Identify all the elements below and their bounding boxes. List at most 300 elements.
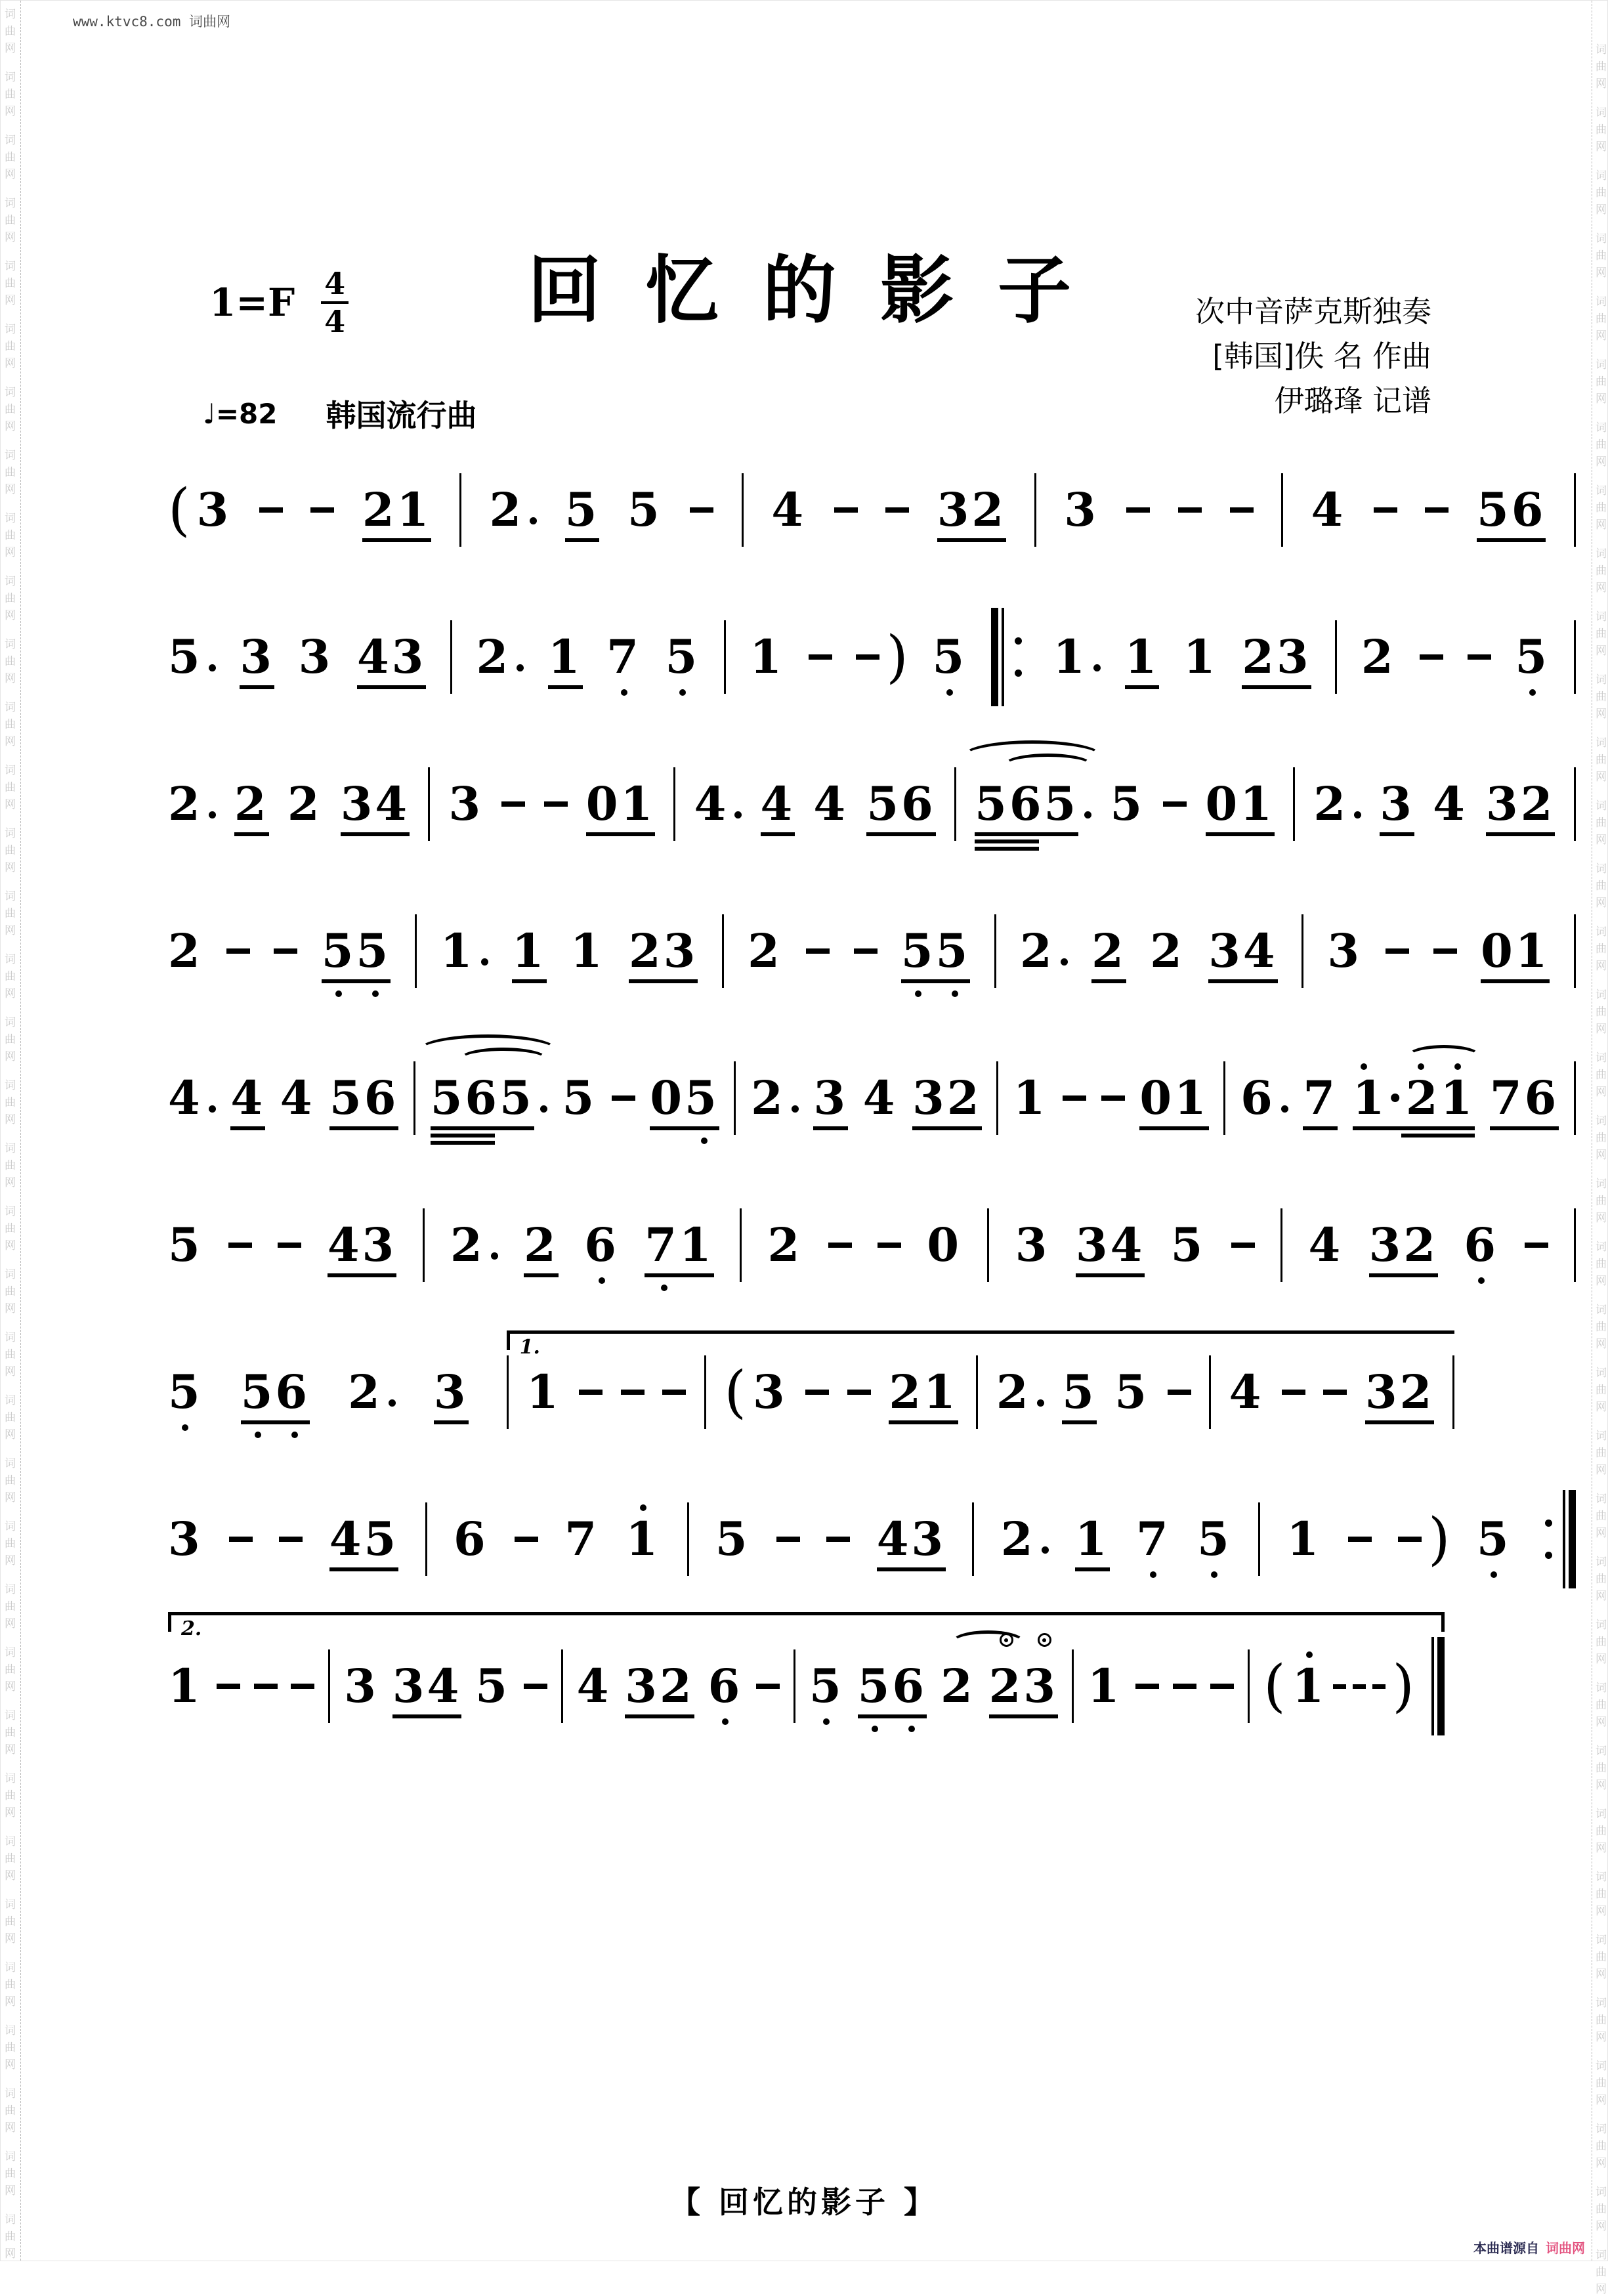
eighth-underline — [548, 685, 583, 689]
rhythm-dot — [1042, 1546, 1049, 1554]
note-digits: 3 — [448, 776, 484, 831]
note-digits: 3 — [1380, 776, 1414, 831]
note-digits: 2 — [450, 1218, 485, 1272]
low-octave-dot — [1529, 689, 1536, 696]
note-digits: 2 — [1361, 629, 1396, 684]
eighth-underline — [230, 1126, 265, 1130]
eighth-underline — [1076, 1273, 1145, 1277]
note-digits: 21 — [362, 482, 432, 537]
duration-dash — [828, 1243, 852, 1248]
watermark-char: 网 — [5, 1302, 16, 1315]
quarter-note-icon: ♩ — [203, 397, 216, 430]
watermark-char: 曲 — [1596, 943, 1607, 956]
watermark-char: 词 — [5, 71, 16, 84]
note-digits: 3 — [1015, 1218, 1050, 1272]
note-token — [168, 924, 203, 978]
watermark-char: 词 — [5, 827, 16, 840]
final-barline — [1428, 1637, 1445, 1735]
volta-bracket — [507, 1330, 1454, 1334]
note-token — [1486, 776, 1555, 831]
watermark-char: 曲 — [1596, 627, 1607, 641]
watermark-char: 曲 — [1596, 1636, 1607, 1649]
watermark-char: 曲 — [5, 1096, 16, 1109]
close-paren: ) — [886, 624, 908, 690]
fermata-icon — [1038, 1633, 1051, 1647]
watermark-char: 网 — [5, 987, 16, 1000]
note-token — [1313, 776, 1361, 831]
note-core — [927, 1218, 962, 1272]
watermark-char: 曲 — [1596, 2140, 1607, 2153]
note-token — [1053, 629, 1101, 684]
watermark-char: 曲 — [5, 88, 16, 101]
note-digits: 7 — [564, 1512, 600, 1566]
note-digits: 1 — [1074, 1512, 1110, 1566]
barline — [415, 914, 417, 988]
watermark-char: 曲 — [5, 718, 16, 731]
note-core — [753, 1365, 788, 1419]
note-core — [1486, 776, 1555, 831]
duration-dash — [621, 1390, 645, 1395]
watermark-char: 网 — [5, 483, 16, 496]
note-digits: 5 — [1062, 1365, 1097, 1419]
barline — [423, 1208, 425, 1282]
watermark-char: 词 — [1596, 1178, 1607, 1191]
note-core — [1489, 1071, 1559, 1125]
note-token — [1365, 1365, 1435, 1419]
watermark-char: 词 — [1596, 43, 1607, 56]
watermark-char: 网 — [1596, 77, 1607, 91]
note-core — [1303, 1071, 1338, 1125]
watermark-char: 网 — [5, 1491, 16, 1504]
watermark-char: 曲 — [5, 1411, 16, 1424]
note-token — [715, 1512, 750, 1566]
watermark-char: 曲 — [5, 1159, 16, 1172]
barline — [459, 473, 461, 547]
barline — [740, 1208, 742, 1282]
barline — [1452, 1355, 1454, 1429]
watermark-char: 网 — [5, 861, 16, 874]
note-digits: 5 — [1515, 629, 1550, 684]
low-octave-dot — [946, 689, 953, 696]
note-digits: 43 — [876, 1512, 946, 1566]
note-core — [751, 1071, 786, 1125]
note-core — [1053, 629, 1088, 684]
barline — [413, 1061, 415, 1135]
barline — [428, 767, 430, 841]
score-line — [168, 1336, 1454, 1438]
note-token — [585, 776, 656, 831]
repeat-dots — [1015, 637, 1022, 677]
note-digits: 5 — [1197, 1512, 1232, 1566]
watermark-char: 曲 — [1596, 375, 1607, 389]
note-digits: 05 — [650, 1071, 719, 1125]
watermark-char: 曲 — [5, 781, 16, 794]
note-digits: 2 — [748, 924, 782, 978]
note-token — [1327, 924, 1363, 978]
note-core — [547, 629, 583, 684]
duration-dash — [806, 948, 830, 954]
barline — [507, 1355, 509, 1429]
duration-dash — [1333, 1684, 1346, 1689]
note-digits: 32 — [1368, 1218, 1439, 1272]
barline — [1223, 1061, 1225, 1135]
note-core — [1313, 776, 1349, 831]
barline — [1293, 767, 1295, 841]
note-core — [440, 924, 475, 978]
note-core — [813, 776, 849, 831]
watermark-char: 词 — [1596, 1934, 1607, 1947]
barline — [1574, 473, 1576, 547]
barline — [1034, 473, 1036, 547]
watermark-char: 曲 — [5, 1222, 16, 1235]
note-digits: 3 — [813, 1071, 849, 1125]
note-token — [570, 924, 605, 978]
note-digits: 1 — [1286, 1512, 1322, 1566]
eighth-underline — [329, 1567, 398, 1571]
note-core — [168, 1365, 203, 1419]
note-digits: 01 — [1205, 776, 1275, 831]
note-token — [547, 629, 583, 684]
note-digits: 7 — [1303, 1071, 1338, 1125]
note-digits: 4 — [1229, 1365, 1264, 1419]
eighth-underline — [329, 1126, 398, 1130]
note-token — [168, 1512, 203, 1566]
time-signature-denominator: 4 — [324, 304, 346, 339]
barline — [994, 914, 996, 988]
watermark-char: 词 — [1596, 799, 1607, 813]
watermark-char: 曲 — [1596, 1321, 1607, 1334]
watermark-char: 词 — [1596, 1052, 1607, 1065]
rhythm-dot — [530, 517, 537, 524]
score — [1, 1, 1607, 2261]
barline — [1281, 473, 1283, 547]
eighth-underline — [629, 979, 698, 983]
note-core — [564, 1512, 600, 1566]
note-core — [280, 1071, 315, 1125]
note-digits: 01 — [1481, 924, 1550, 978]
note-core — [708, 1659, 743, 1713]
note-core — [900, 924, 971, 978]
note-core — [1481, 924, 1550, 978]
watermark-char: 网 — [5, 231, 16, 244]
watermark-char: 词 — [5, 1898, 16, 1911]
watermark-char: 曲 — [5, 1852, 16, 1865]
watermark-char: 曲 — [1596, 817, 1607, 830]
note-digits: 01 — [585, 776, 656, 831]
note-digits: 2 — [168, 924, 203, 978]
note-digits: 1 — [625, 1512, 661, 1566]
note-token — [813, 776, 849, 831]
note-digits: 3 — [168, 1512, 203, 1566]
note-core — [1062, 1365, 1097, 1419]
watermark-char: 词 — [1596, 989, 1607, 1002]
note-core — [1368, 1218, 1439, 1272]
note-core — [1208, 924, 1278, 978]
duration-dash — [524, 1684, 547, 1689]
note-core — [1308, 1218, 1344, 1272]
note-token — [1303, 1071, 1338, 1125]
watermark-char: 词 — [5, 1205, 16, 1218]
rhythm-dot — [491, 1252, 498, 1260]
barline — [793, 1649, 795, 1723]
duration-dash — [1231, 1243, 1255, 1248]
duration-dash — [279, 1537, 303, 1542]
note-core — [1205, 776, 1275, 831]
note-token — [1380, 776, 1414, 831]
watermark-char: 曲 — [5, 403, 16, 416]
low-octave-dot — [1491, 1571, 1497, 1578]
low-octave-dot — [722, 1718, 729, 1725]
note-core — [234, 776, 269, 831]
watermark-char: 曲 — [5, 2104, 16, 2117]
watermark-char: 网 — [1596, 708, 1607, 721]
note-token — [489, 482, 537, 537]
sixteenth-underline — [1401, 1134, 1475, 1137]
note-digits: 1 — [750, 629, 785, 684]
low-octave-dot — [621, 689, 627, 696]
note-core — [1365, 1365, 1435, 1419]
note-core — [287, 776, 322, 831]
watermark-char: 词 — [5, 2024, 16, 2037]
note-token — [287, 776, 322, 831]
note-digits: 43 — [327, 1218, 397, 1272]
note-digits: 5 — [168, 629, 203, 684]
note-core — [329, 1071, 399, 1125]
eighth-underline — [341, 832, 410, 836]
note-token — [327, 1218, 397, 1272]
note-core — [1091, 924, 1126, 978]
duration-dash — [1135, 1684, 1159, 1689]
watermark-char: 网 — [1596, 1401, 1607, 1414]
watermark-char: 网 — [1596, 393, 1607, 406]
watermark-char: 词 — [1596, 1808, 1607, 1821]
note-token — [665, 629, 700, 684]
watermark-char: 网 — [1596, 1590, 1607, 1603]
note-token — [813, 1071, 849, 1125]
watermark-char: 曲 — [5, 340, 16, 353]
note-token — [1205, 776, 1275, 831]
eighth-underline — [866, 832, 935, 836]
note-token — [1308, 1218, 1344, 1272]
note-group — [168, 477, 232, 543]
watermark-char: 曲 — [1596, 1951, 1607, 1964]
note-core — [511, 924, 547, 978]
eighth-underline — [901, 979, 970, 983]
volta-section — [507, 1336, 1454, 1429]
watermark-char: 词 — [5, 512, 16, 525]
watermark-char: 网 — [5, 1113, 16, 1126]
thin-bar — [1002, 608, 1004, 706]
note-group — [724, 1359, 788, 1425]
note-digits: 21 — [889, 1365, 958, 1419]
slur-arc — [1408, 1045, 1481, 1067]
note-token — [450, 1218, 498, 1272]
note-digits: 1 — [1292, 1659, 1327, 1713]
note-core — [570, 924, 605, 978]
watermark-char: 词 — [1596, 421, 1607, 435]
eighth-underline — [1091, 979, 1126, 983]
note-token — [564, 482, 600, 537]
note-token — [932, 629, 967, 684]
note-token — [511, 924, 547, 978]
note-digits: 55 — [321, 924, 391, 978]
note-core — [715, 1512, 750, 1566]
note-core — [1013, 1071, 1048, 1125]
note-core — [392, 1659, 462, 1713]
note-digits: 3 — [1327, 924, 1363, 978]
eighth-underline — [586, 832, 655, 836]
note-token — [240, 1365, 310, 1419]
rhythm-dot — [1093, 664, 1101, 671]
watermark-char: 曲 — [1596, 1006, 1607, 1019]
watermark-char: 网 — [1596, 1779, 1607, 1792]
low-octave-dot — [823, 1718, 830, 1725]
duration-dash — [1372, 1684, 1386, 1689]
note-token — [1170, 1218, 1206, 1272]
note-token — [975, 776, 1091, 831]
watermark-char: 网 — [5, 42, 16, 55]
duration-dash — [1230, 507, 1254, 513]
note-token — [1242, 629, 1311, 684]
note-core — [988, 1659, 1059, 1713]
rhythm-dot — [792, 1105, 799, 1113]
source-credit — [1473, 2238, 1585, 2257]
note-digits: 3 — [344, 1659, 379, 1713]
thick-bar — [1437, 1637, 1445, 1735]
rhythm-dot — [1061, 958, 1068, 966]
watermark-char: 网 — [1596, 1905, 1607, 1918]
note-token — [857, 1659, 927, 1713]
note-token — [1000, 1512, 1049, 1566]
watermark-char: 词 — [1596, 358, 1607, 372]
watermark-char: 曲 — [5, 151, 16, 164]
note-core — [937, 482, 1007, 537]
rhythm-dot — [481, 958, 488, 966]
note-core — [1433, 776, 1468, 831]
duration-dash — [612, 1095, 635, 1101]
rhythm-dot — [540, 1105, 547, 1113]
note-token — [753, 1365, 788, 1419]
note-core — [321, 924, 391, 978]
note-digits: 34 — [1208, 924, 1278, 978]
rhythm-dot — [1084, 811, 1091, 818]
note-core — [748, 924, 782, 978]
note-digits: 2 — [1000, 1512, 1036, 1566]
note-digits: 2 — [1313, 776, 1349, 831]
note-core — [809, 1659, 844, 1713]
eighth-underline — [761, 832, 795, 836]
note-token — [866, 776, 936, 831]
credit-transcriber: 伊璐琒 记谱 — [1274, 383, 1431, 418]
watermark-char: 曲 — [1596, 60, 1607, 74]
note-token — [168, 1659, 203, 1713]
eighth-underline — [1125, 685, 1160, 689]
watermark-char: 网 — [5, 2184, 16, 2198]
barline — [1301, 914, 1303, 988]
note-token — [708, 1659, 743, 1713]
watermark-char: 网 — [1596, 834, 1607, 847]
note-digits: 32 — [1486, 776, 1555, 831]
barline — [1574, 1061, 1576, 1135]
watermark-char: 网 — [1596, 1716, 1607, 1729]
eighth-underline — [565, 538, 600, 542]
watermark-char: 网 — [1596, 1212, 1607, 1225]
watermark-char: 曲 — [1596, 123, 1607, 137]
note-digits: 0 — [927, 1218, 962, 1272]
watermark-char: 曲 — [1596, 1447, 1607, 1460]
duration-dash — [544, 801, 568, 807]
barline — [425, 1502, 427, 1576]
eighth-underline — [512, 979, 547, 983]
watermark-char: 词 — [1596, 1619, 1607, 1632]
note-core — [475, 1659, 510, 1713]
note-core — [450, 1218, 485, 1272]
note-token — [476, 629, 524, 684]
note-core — [1020, 924, 1055, 978]
note-digits: 32 — [1365, 1365, 1435, 1419]
note-digits: 4 — [1433, 776, 1468, 831]
eighth-underline — [240, 685, 274, 689]
note-token — [1091, 924, 1126, 978]
note-digits: 34 — [340, 776, 410, 831]
note-digits: 71 — [645, 1218, 714, 1272]
low-octave-dot — [1211, 1571, 1217, 1578]
note-core — [1292, 1659, 1327, 1713]
watermark-char: 网 — [1596, 1023, 1607, 1036]
eighth-underline — [975, 832, 1078, 836]
note-token — [1015, 1218, 1050, 1272]
note-core — [694, 776, 729, 831]
watermark-char: 词 — [1596, 1367, 1607, 1380]
note-token — [298, 629, 333, 684]
duration-dash — [805, 1390, 829, 1395]
note-core — [857, 1659, 927, 1713]
note-core — [1170, 1218, 1206, 1272]
duration-dash — [1101, 1095, 1125, 1101]
watermark-char: 词 — [1596, 106, 1607, 119]
duration-dash — [310, 507, 334, 513]
duration-dash — [878, 1243, 901, 1248]
high-octave-dot — [1361, 1063, 1367, 1070]
volta-label: 1. — [519, 1336, 540, 1359]
note-digits: 2 — [767, 1218, 803, 1272]
low-octave-dot — [915, 990, 921, 997]
watermark-char: 词 — [5, 1457, 16, 1470]
note-core — [168, 1659, 203, 1713]
watermark-char: 词 — [5, 1772, 16, 1785]
watermark-char: 网 — [5, 1050, 16, 1063]
watermark-char: 词 — [1596, 2123, 1607, 2136]
note-digits: 7 — [606, 629, 641, 684]
slur-arc — [1004, 754, 1092, 776]
duration-dash — [1210, 1684, 1234, 1689]
duration-dash — [809, 654, 832, 660]
sixteenth-underline — [431, 1141, 495, 1145]
low-octave-dot — [291, 1432, 298, 1438]
note-token — [1114, 1365, 1150, 1419]
note-core — [327, 1218, 397, 1272]
note-group — [1398, 1506, 1450, 1572]
eighth-underline — [1369, 1273, 1438, 1277]
note-core — [168, 924, 203, 978]
note-digits: 4 — [862, 1071, 898, 1125]
note-core — [1183, 629, 1218, 684]
watermark-char: 曲 — [1596, 312, 1607, 326]
note-core — [356, 629, 427, 684]
note-core — [625, 1512, 661, 1566]
note-core — [1229, 1365, 1264, 1419]
watermark-char: 词 — [5, 323, 16, 336]
